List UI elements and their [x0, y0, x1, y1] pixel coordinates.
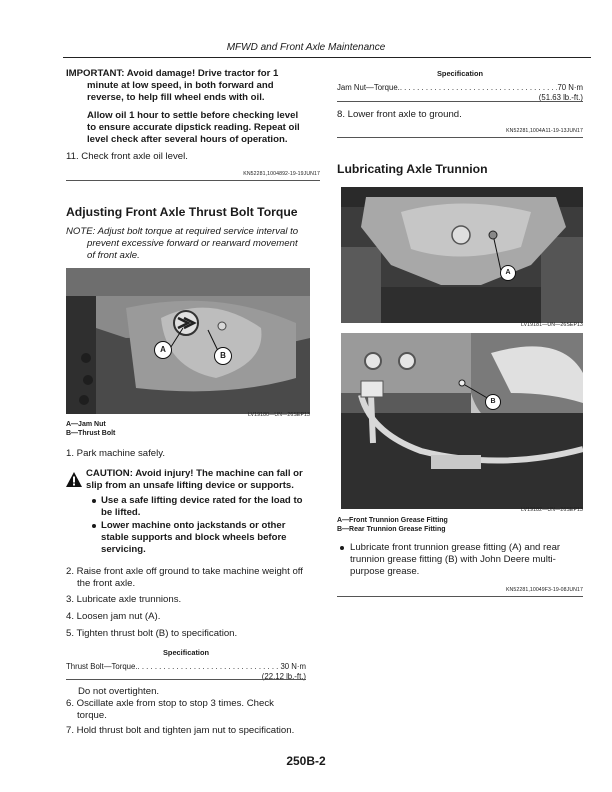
spec-title: Specification	[437, 69, 483, 78]
step-2	[66, 566, 320, 590]
bullet-line: trunnion grease fitting (B) with John Deere multi-	[350, 554, 556, 565]
spec-row	[337, 83, 583, 93]
spec-value-alt: (22.12 lb.-ft.)	[261, 672, 306, 681]
label-a-marker: A	[500, 265, 516, 281]
note-line: prevent excessive forward or rearward movement	[87, 238, 298, 249]
bullet-line: be lifted.	[101, 507, 141, 518]
no-overtighten: Do not overtighten.	[78, 686, 160, 697]
rear-trunnion-photo	[341, 333, 583, 509]
caution-bullet-2	[101, 520, 321, 556]
bullet-line: Use a safe lifting device rated for the load to	[101, 495, 303, 506]
label-b-marker: B	[214, 347, 232, 365]
caption-b: B—Rear Trunnion Grease Fitting	[337, 526, 446, 533]
caption-a: A—Front Trunnion Grease Fitting	[337, 517, 448, 524]
step-8: 8. Lower front axle to ground.	[337, 109, 462, 120]
bullet-line: purpose grease.	[350, 566, 420, 577]
leader-dots	[400, 83, 558, 93]
page-number: 250B-2	[286, 754, 326, 768]
bullet-dot	[92, 499, 96, 503]
note-line: of front axle.	[87, 250, 140, 261]
spec-table-thrust-bolt	[66, 648, 306, 682]
note-line: NOTE: Adjust bolt torque at required service interval to	[66, 226, 299, 237]
bullet-line: Lower machine onto jackstands or other	[101, 520, 286, 531]
step-1: 1. Park machine safely.	[66, 448, 166, 459]
front-trunnion-figure	[341, 187, 583, 323]
bullet-line: servicing.	[101, 544, 146, 555]
important-line: level check after several hours of operation.	[87, 134, 288, 145]
caption-b: B—Thrust Bolt	[66, 430, 116, 437]
step-4: 4. Loosen jam nut (A).	[66, 611, 161, 622]
step-5: 5. Tighten thrust bolt (B) to specification.	[66, 628, 238, 639]
header-divider	[63, 57, 591, 58]
caution-bullet-1	[101, 495, 321, 519]
important-line: IMPORTANT: Avoid damage! Drive tractor for 1	[66, 68, 279, 79]
reference-code: KN52281,1004892-19-19JUN17	[243, 171, 320, 177]
spec-row	[66, 662, 306, 672]
step-line: torque.	[77, 710, 107, 721]
figure-id: LV19180—UN—26SEP13	[248, 412, 310, 418]
figure-id: LV19181—UN—26SEP13	[521, 322, 583, 328]
bullet-dot	[340, 546, 344, 550]
spec-label: Jam Nut—Torque.	[337, 83, 400, 92]
section-heading: Adjusting Front Axle Thrust Bolt Torque	[66, 205, 298, 219]
label-a-marker: A	[154, 341, 172, 359]
label-b-marker: B	[485, 394, 501, 410]
spec-title: Specification	[163, 648, 209, 657]
leader-dots	[138, 662, 281, 672]
section-divider	[66, 180, 320, 181]
rear-trunnion-figure	[341, 333, 583, 509]
reference-code: KN52281,1004A11-19-13JUN17	[506, 128, 583, 134]
reference-code: KN52281,10049F3-19-08JUN17	[505, 587, 583, 593]
lubricate-instruction	[350, 542, 591, 578]
spec-divider	[337, 101, 583, 102]
section-divider	[337, 596, 583, 597]
section-divider	[337, 137, 583, 138]
section-heading: Lubricating Axle Trunnion	[337, 162, 488, 176]
caution-line: slip from an unsafe lifting device or supports.	[86, 480, 294, 491]
spec-table-jam-nut	[337, 69, 583, 103]
page-header: MFWD and Front Axle Maintenance	[226, 42, 386, 53]
step-7: 7. Hold thrust bolt and tighten jam nut to specification.	[66, 725, 295, 736]
caution-block	[86, 468, 326, 492]
step-6	[66, 698, 320, 722]
important-line: to ensure accurate dipstick reading. Repeat oil	[87, 122, 300, 133]
step-line: 2. Raise front axle off ground to take machine weight off	[66, 566, 303, 577]
figure-id: LV19182—UN—26SEP13	[521, 507, 583, 513]
spec-label: Thrust Bolt—Torque.	[66, 662, 138, 671]
bullet-line: Lubricate front trunnion grease fitting (A) and rear	[350, 542, 561, 553]
note	[66, 226, 320, 262]
important-line: minute at low speed, in both forward and	[87, 80, 274, 91]
important-line: reverse, to help fill wheel ends with oil.	[87, 92, 265, 103]
step-line: the front axle.	[77, 578, 136, 589]
step-line: 6. Oscillate axle from stop to stop 3 times. Check	[66, 698, 274, 709]
important-notice	[66, 68, 320, 146]
bullet-dot	[92, 524, 96, 528]
warning-triangle-icon	[66, 472, 82, 488]
spec-value: 30 N·m	[280, 662, 306, 671]
thrust-bolt-figure	[66, 268, 310, 414]
spec-divider	[66, 679, 306, 680]
spec-value-alt: (51.63 lb.-ft.)	[538, 93, 583, 102]
figure-legend	[337, 516, 591, 534]
figure-legend	[66, 420, 320, 438]
spec-value: 70 N·m	[557, 83, 583, 92]
important-line: Allow oil 1 hour to settle before checking level	[87, 110, 299, 121]
front-trunnion-photo	[341, 187, 583, 323]
caution-line: CAUTION: Avoid injury! The machine can fall or	[86, 468, 303, 479]
step-11: 11. Check front axle oil level.	[66, 151, 188, 162]
bullet-line: stable supports and block wheels before	[101, 532, 287, 543]
thrust-bolt-photo	[66, 268, 310, 414]
step-3: 3. Lubricate axle trunnions.	[66, 594, 182, 605]
caption-a: A—Jam Nut	[66, 421, 106, 428]
